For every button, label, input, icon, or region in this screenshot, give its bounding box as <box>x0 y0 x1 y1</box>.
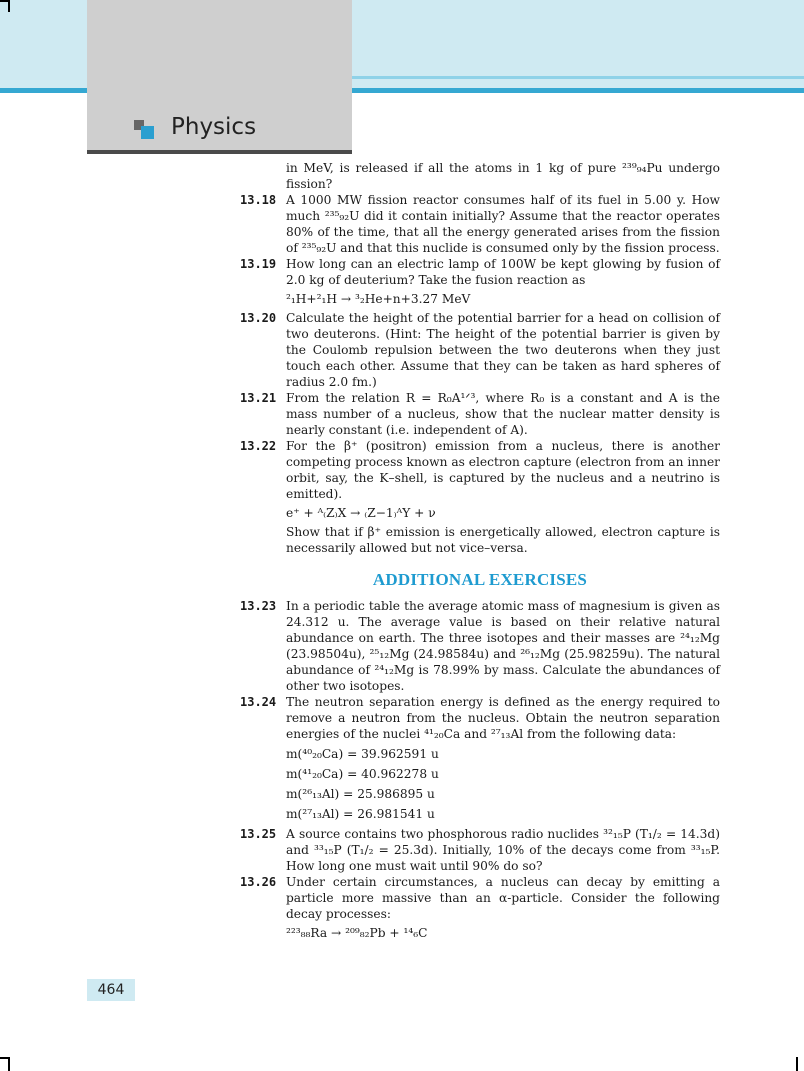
exercise-text: Calculate the height of the potential barrier for a head on collision of two deuterons. (Hint: The height of the potential barrier is given by the Coulomb repulsion between the two deuterons when they just touch each other. Assume that they can be taken as hard spheres of radius 2.0 fm.) <box>286 311 720 389</box>
exercise-13-19 <box>240 256 720 288</box>
page-number: 464 <box>87 979 135 1001</box>
exercise-number: 13.24 <box>240 695 277 709</box>
crop-mark-bottom-left-v <box>8 1057 10 1071</box>
exercise-number: 13.26 <box>240 875 277 889</box>
exercise-text: A 1000 MW fission reactor consumes half of its fuel in 5.00 y. How much ²³⁵₉₂U did it contain initially? Assume that the reactor operates 80% of the time, that all the energy generated arises from the fission of ²³⁵₉₂U and that this nuclide is consumed only by the fission process. <box>286 193 720 255</box>
exercise-number: 13.18 <box>240 193 277 207</box>
exercise-13-25 <box>240 826 720 874</box>
mass-data-line: m(²⁷₁₃Al) = 26.981541 u <box>286 807 435 821</box>
page-content <box>240 160 720 944</box>
exercise-number: 13.22 <box>240 439 277 453</box>
exercise-text: In a periodic table the average atomic mass of magnesium is given as 24.312 u. The average value is based on their relative natural abundance on earth. The three isotopes and their masses are ²⁴₁₂Mg (23.98504u), ²⁵₁₂Mg (24.98584u) and ²⁶₁₂Mg (25.98259u). The natural abundance of ²⁴₁₂Mg is 78.99% by mass. Calculate the abundances of other two isotopes. <box>286 599 720 693</box>
decay-equation: ²²³₈₈Ra → ²⁰⁹₈₂Pb + ¹⁴₆C <box>286 926 428 940</box>
exercise-13-18 <box>240 192 720 256</box>
exercise-text: The neutron separation energy is defined as the energy required to remove a neutron from the nucleus. Obtain the neutron separation energies of the nuclei ⁴¹₂₀Ca and ²⁷₁₃Al from the following data: <box>286 695 720 741</box>
header-rule-light <box>352 76 804 79</box>
mass-data-line: m(⁴⁰₂₀Ca) = 39.962591 u <box>286 747 439 761</box>
continuation-text: in MeV, is released if all the atoms in 1 kg of pure ²³⁹₉₄Pu undergo fission? <box>286 161 720 191</box>
fusion-equation: ²₁H+²₁H → ³₂He+n+3.27 MeV <box>286 292 471 306</box>
exercise-number: 13.20 <box>240 311 277 325</box>
exercise-13-21 <box>240 390 720 438</box>
exercise-13-26 <box>240 874 720 922</box>
exercise-text: Under certain circumstances, a nucleus can decay by emitting a particle more massive than an α-particle. Consider the following decay processes: <box>286 875 720 921</box>
electron-capture-equation: e⁺ + ᴬ₍Z₎X → ₍Z−1₎ᴬY + ν <box>286 506 436 520</box>
exercise-number: 13.23 <box>240 599 277 613</box>
exercise-number: 13.19 <box>240 257 277 271</box>
exercise-13-24 <box>240 694 720 742</box>
crop-mark-top-left-v <box>8 0 10 12</box>
additional-exercises-heading: ADDITIONAL EXERCISES <box>372 570 588 589</box>
exercise-text: From the relation R = R₀A¹ᐟ³, where R₀ is a constant and A is the mass number of a nucleus, show that the nuclear matter density is nearly constant (i.e. independent of A). <box>286 391 720 437</box>
exercise-13-20 <box>240 310 720 390</box>
crop-mark-bottom-right-v <box>796 1057 798 1071</box>
exercise-13-22 <box>240 438 720 502</box>
chapter-square-blue-icon <box>141 126 154 139</box>
exercise-13-23 <box>240 598 720 694</box>
chapter-title-underline <box>87 150 352 154</box>
exercise-followup: Show that if β⁺ emission is energetically allowed, electron capture is necessarily allowed but not vice–versa. <box>286 525 720 555</box>
mass-data-line: m(⁴¹₂₀Ca) = 40.962278 u <box>286 767 439 781</box>
exercise-text: A source contains two phosphorous radio nuclides ³²₁₅P (T₁/₂ = 14.3d) and ³³₁₅P (T₁/₂ = 25.3d). Initially, 10% of the decays come from ³³₁₅P. How long one must wait until 90% do so? <box>286 827 720 873</box>
chapter-title: Physics <box>171 114 257 140</box>
mass-data-line: m(²⁶₁₃Al) = 25.986895 u <box>286 787 435 801</box>
exercise-number: 13.21 <box>240 391 277 405</box>
exercise-text: How long can an electric lamp of 100W be kept glowing by fusion of 2.0 kg of deuterium? Take the fusion reaction as <box>286 257 720 287</box>
exercise-text: For the β⁺ (positron) emission from a nucleus, there is another competing process known as electron capture (electron from an inner orbit, say, the K–shell, is captured by the nucleus and a neutrino is emitted). <box>286 439 720 501</box>
exercise-number: 13.25 <box>240 827 277 841</box>
